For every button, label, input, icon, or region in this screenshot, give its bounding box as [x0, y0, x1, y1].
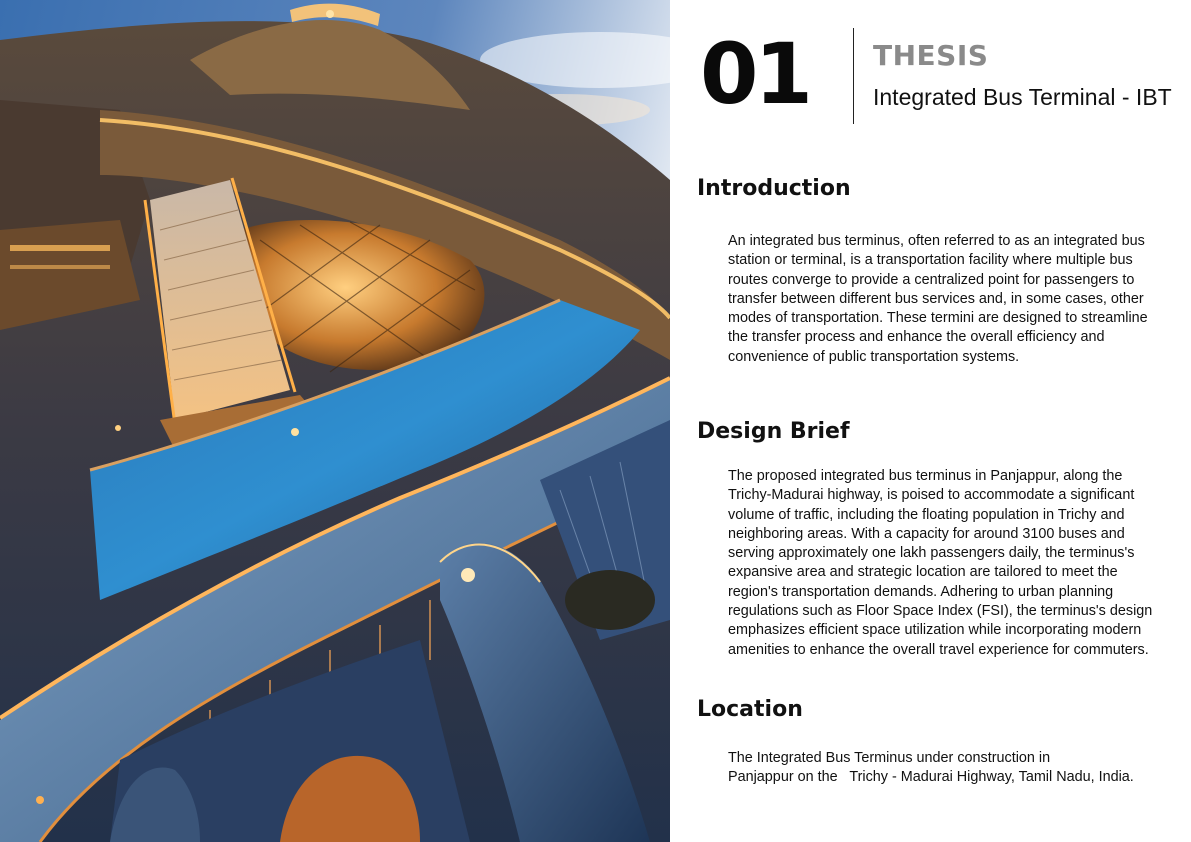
- introduction-heading: Introduction: [697, 176, 851, 201]
- header-divider: [853, 28, 854, 124]
- location-heading: Location: [697, 697, 803, 722]
- introduction-text: An integrated bus terminus, often referred to as an integrated bus station or terminal, is a transportation facility where multiple bus routes converge to provide a centralized point for passengers to transfer between different bus services and, in some cases, other modes of transportation. These termini are designed to streamline the transfer process and enhance the overall efficiency and convenience of public transportation systems.: [728, 233, 1148, 365]
- design-brief-heading: Design Brief: [697, 419, 850, 444]
- project-title: Integrated Bus Terminal - IBT: [873, 84, 1172, 110]
- location-text: [728, 749, 1168, 788]
- design-brief-text: The proposed integrated bus terminus in Panjappur, along the Trichy-Madurai highway, is poised to accommodate a significant volume of traffic, including the floating population in Trichy and neighboring areas. With a capacity for around 3100 buses and serving approximately one lakh passengers daily, the terminus's expansive area and strategic location are tailored to meet the region's transportation demands. Adhering to urban planning regulations such as Floor Space Index (FSI), the terminus's design emphasizes efficient space utilization while incorporating modern amenities to enhance the overall travel experience for commuters.: [728, 468, 1153, 658]
- section-number: 01: [700, 25, 809, 123]
- thesis-label: THESIS: [873, 39, 989, 72]
- location-line: Panjappur on the Trichy - Madurai Highway, Tamil Nadu, India.: [728, 769, 1134, 786]
- location-line: The Integrated Bus Terminus under construction in: [728, 750, 1051, 766]
